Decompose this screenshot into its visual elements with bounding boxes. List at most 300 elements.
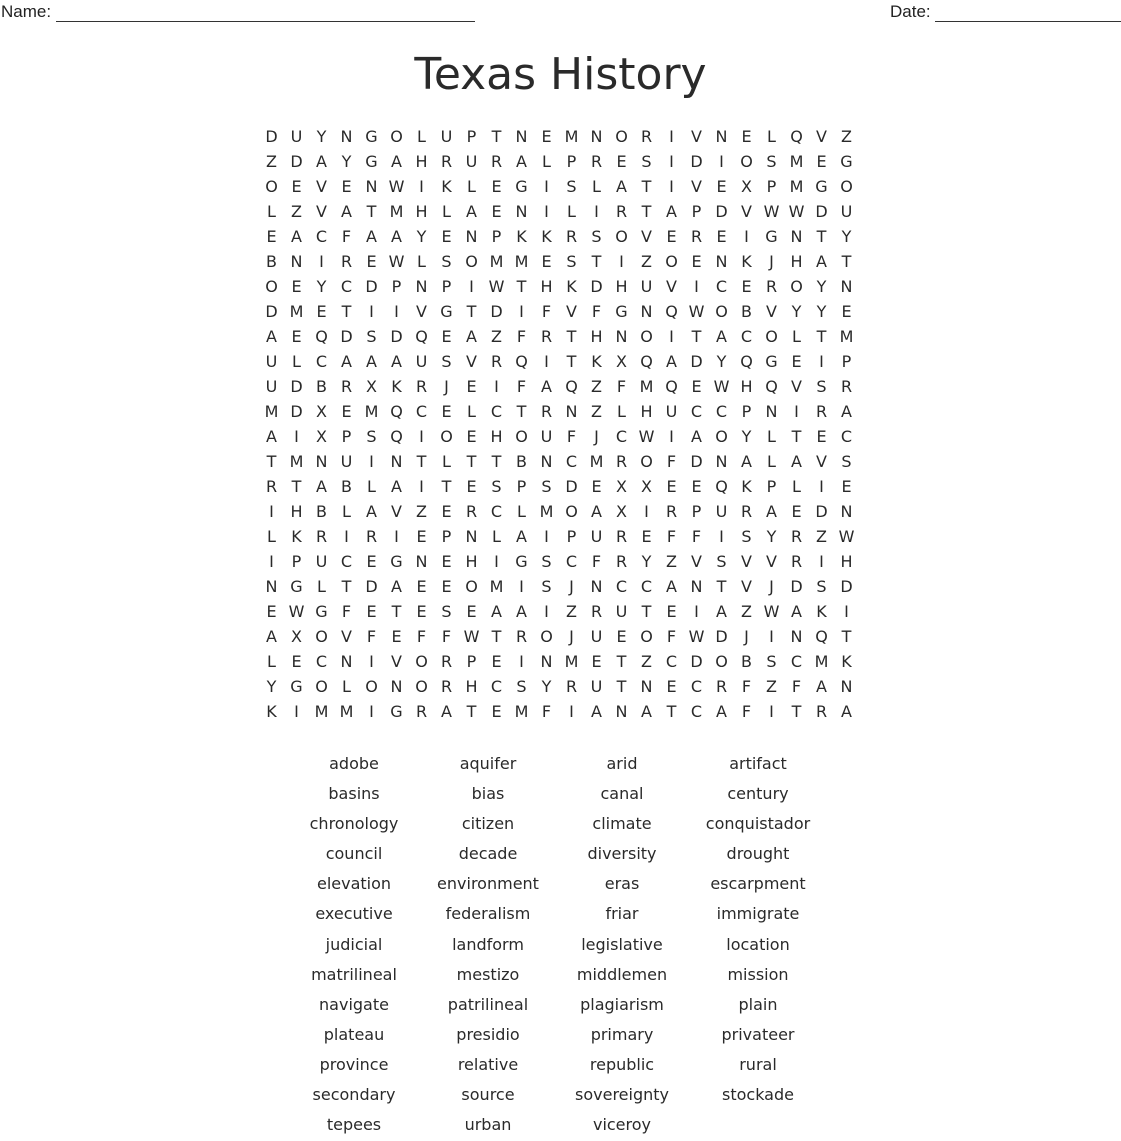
grid-letter[interactable]: L [492, 527, 501, 546]
grid-letter[interactable]: N [340, 127, 353, 146]
grid-letter[interactable]: N [465, 227, 478, 246]
grid-letter[interactable]: R [615, 202, 628, 221]
grid-letter[interactable]: Y [541, 677, 552, 696]
grid-letter[interactable]: W [463, 627, 480, 646]
grid-letter[interactable]: I [269, 502, 274, 521]
grid-letter[interactable]: A [666, 577, 677, 596]
grid-letter[interactable]: F [691, 527, 702, 546]
grid-letter[interactable]: D [815, 202, 828, 221]
grid-letter[interactable]: F [541, 302, 552, 321]
grid-letter[interactable]: Y [741, 427, 752, 446]
grid-letter[interactable]: D [590, 277, 603, 296]
grid-letter[interactable]: S [541, 577, 552, 596]
grid-letter[interactable]: F [666, 527, 677, 546]
grid-letter[interactable]: E [491, 202, 502, 221]
grid-letter[interactable]: Z [491, 327, 502, 346]
grid-letter[interactable]: T [816, 227, 827, 246]
grid-letter[interactable]: J [769, 252, 774, 271]
grid-letter[interactable]: Z [291, 202, 302, 221]
grid-letter[interactable]: Z [591, 377, 602, 396]
grid-letter[interactable]: D [715, 202, 728, 221]
grid-letter[interactable]: A [466, 202, 477, 221]
grid-letter[interactable]: R [590, 602, 603, 621]
grid-letter[interactable]: E [266, 602, 277, 621]
grid-letter[interactable]: E [616, 627, 627, 646]
grid-letter[interactable]: R [715, 677, 728, 696]
grid-letter[interactable]: R [740, 502, 753, 521]
grid-letter[interactable]: I [644, 502, 649, 521]
grid-letter[interactable]: U [265, 377, 278, 396]
grid-letter[interactable]: O [615, 227, 628, 246]
grid-letter[interactable]: L [342, 677, 351, 696]
grid-letter[interactable]: Q [515, 352, 528, 371]
grid-letter[interactable]: L [792, 327, 801, 346]
grid-letter[interactable]: A [391, 152, 402, 171]
grid-letter[interactable]: E [441, 552, 452, 571]
grid-letter[interactable]: V [691, 127, 702, 146]
grid-letter[interactable]: O [440, 427, 453, 446]
grid-letter[interactable]: M [364, 402, 379, 421]
grid-letter[interactable]: U [340, 452, 353, 471]
grid-letter[interactable]: Q [665, 377, 678, 396]
grid-letter[interactable]: X [366, 377, 377, 396]
grid-letter[interactable]: R [815, 402, 828, 421]
grid-letter[interactable]: H [615, 277, 628, 296]
grid-letter[interactable]: I [519, 577, 524, 596]
grid-letter[interactable]: L [267, 652, 276, 671]
grid-letter[interactable]: U [290, 127, 303, 146]
grid-letter[interactable]: J [594, 427, 599, 446]
grid-letter[interactable]: L [342, 502, 351, 521]
grid-letter[interactable]: O [565, 502, 578, 521]
grid-letter[interactable]: H [590, 327, 603, 346]
grid-letter[interactable]: V [791, 377, 802, 396]
grid-letter[interactable]: Q [315, 327, 328, 346]
grid-letter[interactable]: Y [316, 277, 327, 296]
grid-letter[interactable]: E [741, 127, 752, 146]
grid-letter[interactable]: A [816, 677, 827, 696]
grid-letter[interactable]: N [590, 127, 603, 146]
grid-letter[interactable]: O [465, 252, 478, 271]
grid-letter[interactable]: L [767, 427, 776, 446]
grid-letter[interactable]: A [391, 477, 402, 496]
grid-letter[interactable]: X [616, 477, 627, 496]
grid-letter[interactable]: V [741, 202, 752, 221]
grid-letter[interactable]: N [615, 327, 628, 346]
grid-letter[interactable]: I [369, 302, 374, 321]
grid-letter[interactable]: T [841, 627, 852, 646]
grid-letter[interactable]: T [641, 177, 652, 196]
grid-letter[interactable]: Y [791, 302, 802, 321]
grid-letter[interactable]: O [615, 127, 628, 146]
grid-letter[interactable]: S [641, 152, 652, 171]
grid-letter[interactable]: I [794, 402, 799, 421]
grid-letter[interactable]: H [540, 277, 553, 296]
grid-letter[interactable]: T [566, 352, 577, 371]
grid-letter[interactable]: V [316, 202, 327, 221]
grid-letter[interactable]: T [491, 452, 502, 471]
grid-letter[interactable]: N [765, 402, 778, 421]
grid-letter[interactable]: U [640, 277, 653, 296]
grid-letter[interactable]: T [466, 702, 477, 721]
grid-letter[interactable]: P [466, 652, 477, 671]
grid-letter[interactable]: Q [765, 377, 778, 396]
grid-letter[interactable]: X [316, 402, 327, 421]
grid-letter[interactable]: I [769, 702, 774, 721]
grid-letter[interactable]: C [490, 402, 503, 421]
grid-letter[interactable]: E [491, 177, 502, 196]
grid-letter[interactable]: W [288, 602, 305, 621]
grid-letter[interactable]: V [766, 302, 777, 321]
grid-letter[interactable]: A [841, 402, 852, 421]
grid-letter[interactable]: I [344, 527, 349, 546]
grid-letter[interactable]: P [441, 527, 452, 546]
grid-letter[interactable]: C [490, 677, 503, 696]
grid-letter[interactable]: D [340, 327, 353, 346]
grid-letter[interactable]: P [741, 402, 752, 421]
grid-letter[interactable]: R [365, 527, 378, 546]
grid-letter[interactable]: Y [641, 552, 652, 571]
grid-letter[interactable]: V [566, 302, 577, 321]
grid-letter[interactable]: G [765, 227, 778, 246]
grid-letter[interactable]: A [641, 702, 652, 721]
grid-letter[interactable]: T [691, 327, 702, 346]
grid-letter[interactable]: I [494, 552, 499, 571]
grid-letter[interactable]: T [516, 402, 527, 421]
grid-letter[interactable]: A [341, 202, 352, 221]
grid-letter[interactable]: D [715, 627, 728, 646]
grid-letter[interactable]: A [316, 477, 327, 496]
grid-letter[interactable]: C [690, 402, 703, 421]
grid-letter[interactable]: U [540, 427, 553, 446]
grid-letter[interactable]: B [516, 452, 527, 471]
grid-letter[interactable]: R [840, 377, 853, 396]
grid-letter[interactable]: O [715, 427, 728, 446]
grid-letter[interactable]: E [466, 602, 477, 621]
grid-letter[interactable]: J [569, 577, 574, 596]
grid-letter[interactable]: Z [416, 502, 427, 521]
grid-letter[interactable]: R [340, 377, 353, 396]
grid-letter[interactable]: G [440, 302, 453, 321]
grid-letter[interactable]: C [615, 577, 628, 596]
grid-letter[interactable]: T [566, 327, 577, 346]
grid-letter[interactable]: S [516, 677, 527, 696]
grid-letter[interactable]: F [666, 627, 677, 646]
grid-letter[interactable]: R [440, 652, 453, 671]
grid-letter[interactable]: A [316, 152, 327, 171]
grid-letter[interactable]: S [441, 602, 452, 621]
grid-letter[interactable]: A [391, 227, 402, 246]
grid-letter[interactable]: O [515, 427, 528, 446]
grid-letter[interactable]: R [415, 702, 428, 721]
grid-letter[interactable]: K [266, 702, 277, 721]
grid-letter[interactable]: E [716, 227, 727, 246]
grid-letter[interactable]: L [417, 252, 426, 271]
grid-letter[interactable]: I [419, 177, 424, 196]
grid-letter[interactable]: I [519, 652, 524, 671]
grid-letter[interactable]: I [419, 477, 424, 496]
grid-letter[interactable]: F [516, 377, 527, 396]
grid-letter[interactable]: M [814, 652, 829, 671]
grid-letter[interactable]: P [466, 127, 477, 146]
grid-letter[interactable]: Z [591, 402, 602, 421]
grid-letter[interactable]: N [315, 452, 328, 471]
grid-letter[interactable]: C [415, 402, 428, 421]
grid-letter[interactable]: C [490, 502, 503, 521]
grid-letter[interactable]: A [591, 502, 602, 521]
grid-letter[interactable]: N [340, 652, 353, 671]
grid-letter[interactable]: K [841, 652, 852, 671]
grid-letter[interactable]: B [741, 302, 752, 321]
grid-letter[interactable]: O [540, 627, 553, 646]
grid-letter[interactable]: Q [415, 327, 428, 346]
grid-letter[interactable]: I [669, 427, 674, 446]
grid-letter[interactable]: E [291, 652, 302, 671]
grid-letter[interactable]: L [792, 477, 801, 496]
grid-letter[interactable]: E [616, 152, 627, 171]
grid-letter[interactable]: I [669, 327, 674, 346]
grid-letter[interactable]: G [365, 127, 378, 146]
grid-letter[interactable]: S [566, 252, 577, 271]
grid-letter[interactable]: R [565, 677, 578, 696]
grid-letter[interactable]: T [491, 627, 502, 646]
grid-letter[interactable]: T [841, 252, 852, 271]
grid-letter[interactable]: I [394, 527, 399, 546]
grid-letter[interactable]: D [265, 127, 278, 146]
grid-letter[interactable]: I [694, 602, 699, 621]
grid-letter[interactable]: N [465, 527, 478, 546]
grid-letter[interactable]: T [591, 252, 602, 271]
grid-letter[interactable]: E [666, 602, 677, 621]
grid-letter[interactable]: T [716, 577, 727, 596]
grid-letter[interactable]: T [616, 677, 627, 696]
grid-letter[interactable]: E [691, 377, 702, 396]
grid-letter[interactable]: D [490, 302, 503, 321]
grid-letter[interactable]: D [690, 452, 703, 471]
grid-letter[interactable]: O [640, 452, 653, 471]
grid-letter[interactable]: V [741, 552, 752, 571]
grid-letter[interactable]: E [441, 402, 452, 421]
grid-letter[interactable]: G [515, 177, 528, 196]
grid-letter[interactable]: G [815, 177, 828, 196]
grid-letter[interactable]: S [366, 327, 377, 346]
grid-letter[interactable]: S [441, 352, 452, 371]
grid-letter[interactable]: F [541, 702, 552, 721]
grid-letter[interactable]: R [465, 502, 478, 521]
grid-letter[interactable]: T [791, 427, 802, 446]
grid-letter[interactable]: N [415, 277, 428, 296]
grid-letter[interactable]: A [666, 352, 677, 371]
grid-letter[interactable]: O [740, 152, 753, 171]
grid-letter[interactable]: E [816, 152, 827, 171]
grid-letter[interactable]: E [791, 502, 802, 521]
grid-letter[interactable]: L [767, 452, 776, 471]
grid-letter[interactable]: O [465, 577, 478, 596]
grid-letter[interactable]: A [516, 152, 527, 171]
grid-letter[interactable]: R [540, 402, 553, 421]
grid-letter[interactable]: E [466, 477, 477, 496]
grid-letter[interactable]: A [741, 452, 752, 471]
grid-letter[interactable]: J [569, 627, 574, 646]
grid-letter[interactable]: U [415, 352, 428, 371]
grid-letter[interactable]: R [765, 277, 778, 296]
grid-letter[interactable]: H [415, 152, 428, 171]
grid-letter[interactable]: I [619, 252, 624, 271]
grid-letter[interactable]: U [665, 402, 678, 421]
grid-letter[interactable]: A [766, 502, 777, 521]
grid-letter[interactable]: R [615, 452, 628, 471]
grid-letter[interactable]: Z [841, 127, 852, 146]
grid-letter[interactable]: A [841, 702, 852, 721]
grid-letter[interactable]: Z [766, 677, 777, 696]
grid-letter[interactable]: A [266, 427, 277, 446]
grid-letter[interactable]: O [315, 627, 328, 646]
grid-letter[interactable]: S [441, 252, 452, 271]
grid-letter[interactable]: V [666, 277, 677, 296]
grid-letter[interactable]: F [591, 302, 602, 321]
grid-letter[interactable]: C [340, 552, 353, 571]
grid-letter[interactable]: K [391, 377, 402, 396]
grid-letter[interactable]: E [591, 652, 602, 671]
grid-letter[interactable]: R [790, 552, 803, 571]
grid-letter[interactable]: I [544, 602, 549, 621]
grid-letter[interactable]: A [391, 352, 402, 371]
grid-letter[interactable]: C [615, 427, 628, 446]
grid-letter[interactable]: N [515, 127, 528, 146]
grid-letter[interactable]: T [416, 452, 427, 471]
grid-letter[interactable]: A [716, 602, 727, 621]
grid-letter[interactable]: T [516, 277, 527, 296]
grid-letter[interactable]: N [390, 677, 403, 696]
grid-letter[interactable]: M [589, 452, 604, 471]
grid-letter[interactable]: S [841, 452, 852, 471]
grid-letter[interactable]: V [416, 302, 427, 321]
grid-letter[interactable]: L [517, 502, 526, 521]
grid-letter[interactable]: N [640, 677, 653, 696]
grid-letter[interactable]: A [691, 427, 702, 446]
grid-letter[interactable]: I [394, 302, 399, 321]
grid-letter[interactable]: D [390, 327, 403, 346]
grid-letter[interactable]: A [516, 602, 527, 621]
grid-letter[interactable]: D [690, 652, 703, 671]
grid-letter[interactable]: S [816, 377, 827, 396]
grid-letter[interactable]: D [690, 152, 703, 171]
grid-letter[interactable]: C [340, 277, 353, 296]
grid-letter[interactable]: L [467, 402, 476, 421]
grid-letter[interactable]: D [790, 577, 803, 596]
grid-letter[interactable]: K [741, 477, 752, 496]
grid-letter[interactable]: U [590, 677, 603, 696]
grid-letter[interactable]: K [541, 227, 552, 246]
grid-letter[interactable]: N [840, 677, 853, 696]
grid-letter[interactable]: E [491, 702, 502, 721]
grid-letter[interactable]: E [716, 177, 727, 196]
grid-letter[interactable]: V [341, 627, 352, 646]
grid-letter[interactable]: Q [640, 352, 653, 371]
grid-letter[interactable]: N [715, 452, 728, 471]
grid-letter[interactable]: N [715, 127, 728, 146]
grid-letter[interactable]: F [741, 677, 752, 696]
grid-letter[interactable]: F [441, 627, 452, 646]
grid-letter[interactable]: E [816, 427, 827, 446]
grid-letter[interactable]: I [594, 202, 599, 221]
grid-letter[interactable]: R [340, 252, 353, 271]
grid-letter[interactable]: L [267, 527, 276, 546]
grid-letter[interactable]: F [341, 227, 352, 246]
grid-letter[interactable]: I [494, 377, 499, 396]
grid-letter[interactable]: E [541, 127, 552, 146]
grid-letter[interactable]: I [669, 177, 674, 196]
grid-letter[interactable]: A [341, 352, 352, 371]
grid-letter[interactable]: T [491, 127, 502, 146]
grid-letter[interactable]: N [265, 577, 278, 596]
grid-letter[interactable]: P [566, 527, 577, 546]
grid-letter[interactable]: R [665, 502, 678, 521]
grid-letter[interactable]: I [744, 227, 749, 246]
grid-letter[interactable]: L [267, 202, 276, 221]
grid-letter[interactable]: O [765, 327, 778, 346]
grid-letter[interactable]: F [341, 602, 352, 621]
grid-letter[interactable]: F [616, 377, 627, 396]
grid-letter[interactable]: A [366, 502, 377, 521]
grid-letter[interactable]: H [640, 402, 653, 421]
grid-letter[interactable]: V [816, 127, 827, 146]
grid-letter[interactable]: I [769, 627, 774, 646]
grid-letter[interactable]: A [366, 227, 377, 246]
grid-letter[interactable]: A [541, 377, 552, 396]
grid-letter[interactable]: T [266, 452, 277, 471]
grid-letter[interactable]: U [265, 352, 278, 371]
grid-letter[interactable]: T [391, 602, 402, 621]
grid-letter[interactable]: E [441, 227, 452, 246]
grid-letter[interactable]: E [416, 527, 427, 546]
grid-letter[interactable]: Q [390, 402, 403, 421]
grid-letter[interactable]: A [816, 252, 827, 271]
grid-letter[interactable]: P [766, 177, 777, 196]
grid-letter[interactable]: Z [816, 527, 827, 546]
grid-letter[interactable]: F [566, 427, 577, 446]
grid-letter[interactable]: U [590, 627, 603, 646]
grid-letter[interactable]: O [640, 627, 653, 646]
grid-letter[interactable]: F [366, 627, 377, 646]
grid-letter[interactable]: R [815, 702, 828, 721]
grid-letter[interactable]: H [790, 252, 803, 271]
grid-letter[interactable]: Z [641, 252, 652, 271]
grid-letter[interactable]: A [516, 527, 527, 546]
grid-letter[interactable]: W [638, 427, 655, 446]
grid-letter[interactable]: I [819, 552, 824, 571]
grid-letter[interactable]: W [763, 202, 780, 221]
grid-letter[interactable]: N [840, 502, 853, 521]
grid-letter[interactable]: Y [341, 152, 352, 171]
grid-letter[interactable]: R [265, 477, 278, 496]
grid-letter[interactable]: F [591, 552, 602, 571]
name-line[interactable] [56, 21, 475, 22]
grid-letter[interactable]: P [491, 227, 502, 246]
grid-letter[interactable]: Y [716, 352, 727, 371]
grid-letter[interactable]: V [391, 502, 402, 521]
grid-letter[interactable]: K [516, 227, 527, 246]
grid-letter[interactable]: R [515, 627, 528, 646]
grid-letter[interactable]: O [715, 652, 728, 671]
grid-letter[interactable]: E [541, 252, 552, 271]
grid-letter[interactable]: A [666, 202, 677, 221]
grid-letter[interactable]: I [819, 352, 824, 371]
grid-letter[interactable]: M [489, 252, 504, 271]
grid-letter[interactable]: M [564, 652, 579, 671]
grid-letter[interactable]: R [490, 152, 503, 171]
grid-letter[interactable]: I [369, 452, 374, 471]
